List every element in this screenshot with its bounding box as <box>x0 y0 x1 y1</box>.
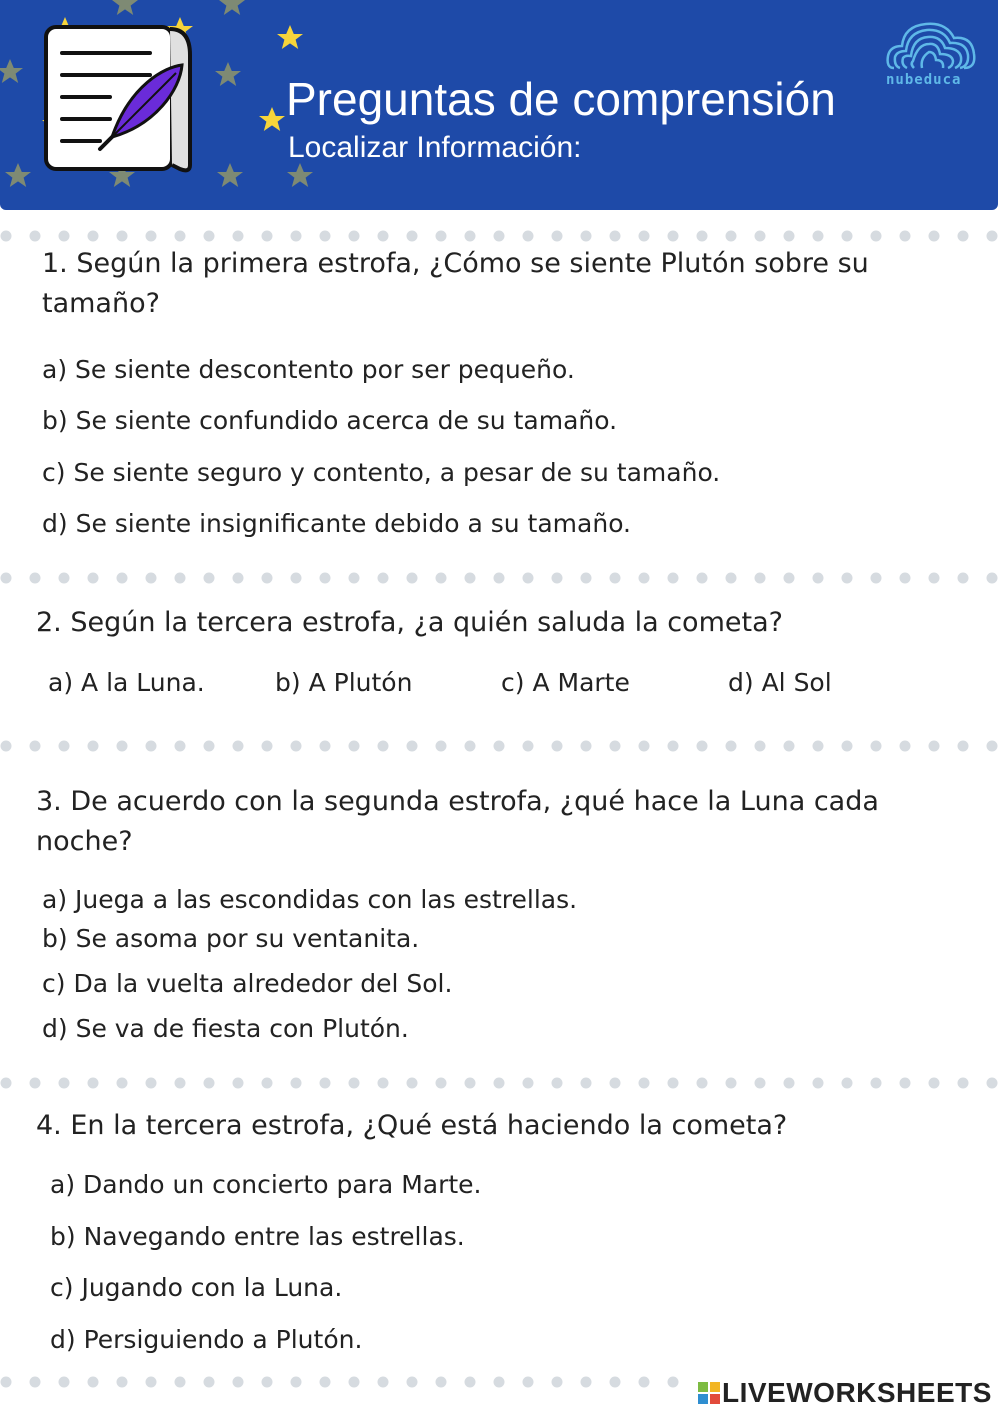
dotted-divider <box>0 1375 690 1389</box>
dotted-divider <box>0 739 1000 753</box>
nubeduca-logo <box>880 10 985 95</box>
liveworksheets-logo <box>698 1377 992 1409</box>
scroll-quill-icon <box>30 15 205 180</box>
question-1-option-b[interactable]: b) Se siente confundido acerca de su tamaño. <box>42 406 618 435</box>
page-title: Preguntas de comprensión <box>286 73 836 125</box>
dotted-divider <box>0 229 1000 243</box>
question-3-option-d[interactable]: d) Se va de fiesta con Plutón. <box>42 1014 409 1043</box>
question-4-text: 4. En la tercera estrofa, ¿Qué está haciendo la cometa? <box>36 1110 788 1141</box>
question-1-option-c[interactable]: c) Se siente seguro y contento, a pesar de su tamaño. <box>42 458 721 487</box>
question-3-option-c[interactable]: c) Da la vuelta alrededor del Sol. <box>42 969 453 998</box>
question-2-option-d[interactable]: d) Al Sol <box>728 668 832 697</box>
header-banner <box>0 0 998 210</box>
cloud-icon <box>880 10 980 72</box>
question-4-option-c[interactable]: c) Jugando con la Luna. <box>50 1273 343 1302</box>
question-2-text: 2. Según la tercera estrofa, ¿a quién saluda la cometa? <box>36 607 783 638</box>
question-2-option-a[interactable]: a) A la Luna. <box>48 668 205 697</box>
question-4-option-b[interactable]: b) Navegando entre las estrellas. <box>50 1222 465 1251</box>
question-1-option-d[interactable]: d) Se siente insignificante debido a su tamaño. <box>42 509 632 538</box>
liveworksheets-text: LIVEWORKSHEETS <box>722 1377 992 1408</box>
dotted-divider <box>0 571 1000 585</box>
page-subtitle: Localizar Información: <box>288 131 582 164</box>
question-3-text: 3. De acuerdo con la segunda estrofa, ¿qué hace la Luna cada noche? <box>36 786 879 857</box>
question-3-option-a[interactable]: a) Juega a las escondidas con las estrellas. <box>42 885 578 914</box>
question-1-text: 1. Según la primera estrofa, ¿Cómo se siente Plutón sobre su tamaño? <box>42 248 869 319</box>
question-4-option-a[interactable]: a) Dando un concierto para Marte. <box>50 1170 482 1199</box>
question-1-option-a[interactable]: a) Se siente descontento por ser pequeño. <box>42 355 575 384</box>
question-4-option-d[interactable]: d) Persiguiendo a Plutón. <box>50 1325 363 1354</box>
dotted-divider <box>0 1076 1000 1090</box>
question-3-option-b[interactable]: b) Se asoma por su ventanita. <box>42 924 420 953</box>
question-2-option-c[interactable]: c) A Marte <box>501 668 630 697</box>
question-2-option-b[interactable]: b) A Plutón <box>275 668 413 697</box>
liveworksheets-icon <box>698 1382 720 1404</box>
brand-text: nubeduca <box>886 72 962 88</box>
